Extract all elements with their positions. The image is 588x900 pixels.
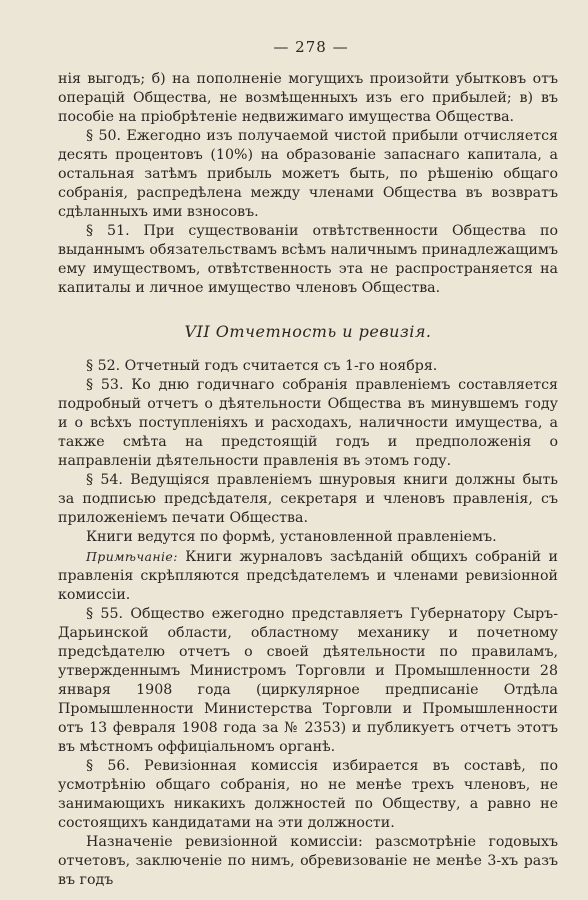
paragraph-56: § 56. Ревизіонная комиссія избирается въ составѣ, по усмотрѣнію общаго собранія, но не менѣе трехъ членовъ, не занимающихъ никакихъ должностей по Обществу, а равно не состоящихъ кандидатами на эти должности. bbox=[58, 758, 558, 831]
paragraph-52: § 52. Отчетный годъ считается съ 1-го ноября. bbox=[86, 358, 438, 374]
paragraph-54: § 54. Ведущіяся правленіемъ шнуровыя книги должны быть за подписью предсѣдателя, секретаря и членовъ правленія, съ приложеніемъ печати Общества. bbox=[58, 472, 558, 526]
paragraph-51: § 51. При существованіи отвѣтственности Общества по выданнымъ обязательствамъ всѣмъ наличнымъ принадлежащимъ ему имуществомъ, отвѣтственность эта не распространяется на капиталы и личное имущество членовъ Общества. bbox=[58, 223, 558, 296]
paragraph-audit-purpose: Назначеніе ревизіонной комиссіи: разсмотрѣніе годовыхъ отчетовъ, заключеніе по нимъ, обревизованіе не менѣе 3-хъ разъ въ годъ bbox=[58, 834, 558, 888]
body-text bbox=[58, 70, 558, 890]
paragraph-55: § 55. Общество ежегодно представляетъ Губернатору Сыръ-Дарьинской области, областному механику и почетному предсѣдателю отчетъ о своей дѣятельности по правиламъ, утвержденнымъ Министромъ Торговли и Промышленности 28 января 1908 года (циркулярное предписаніе Отдѣла Промышленности Министерства Торговли и Промышленности отъ 13 февраля 1908 года за № 2353) и публикуетъ отчетъ этотъ въ мѣстномъ оффиціальномъ органѣ. bbox=[58, 606, 558, 755]
paragraph-continuation: нія выгодъ; б) на пополненіе могущихъ произойти убытковъ отъ операцій Общества, не возмѣщенныхъ изъ его прибылей; в) въ пособіе на пріобрѣтеніе недвижимаго имущества Общества. bbox=[58, 71, 558, 125]
note-label: Примѣчаніе: bbox=[86, 549, 178, 564]
paragraph-53: § 53. Ко дню годичнаго собранія правленіемъ составляется подробный отчетъ о дѣятельности Общества въ минувшемъ году и о всѣхъ поступленіяхъ и расходахъ, наличности имущества, а также смѣта на предстоящій годъ и предположенія о направленіи дѣятельности правленія въ этомъ году. bbox=[58, 377, 558, 469]
paragraph-books: Книги ведутся по формѣ, установленной правленіемъ. bbox=[86, 529, 497, 545]
section-heading: VII Отчетность и ревизія. bbox=[184, 322, 432, 341]
page-number: — 278 — bbox=[273, 38, 349, 56]
note-text: Книги журналовъ засѣданій общихъ собраній и правленія скрѣпляются предсѣдателемъ и членами ревизіонной комиссіи. bbox=[58, 549, 558, 603]
note-paragraph bbox=[58, 547, 558, 605]
paragraph-50: § 50. Ежегодно изъ получаемой чистой прибыли отчисляется десять процентовъ (10%) на образованіе запаснаго капитала, а остальная затѣмъ прибыль можетъ быть, по рѣшенію общаго собранія, распредѣлена между членами Общества въ возвратъ сдѣланныхъ ими взносовъ. bbox=[58, 128, 558, 220]
